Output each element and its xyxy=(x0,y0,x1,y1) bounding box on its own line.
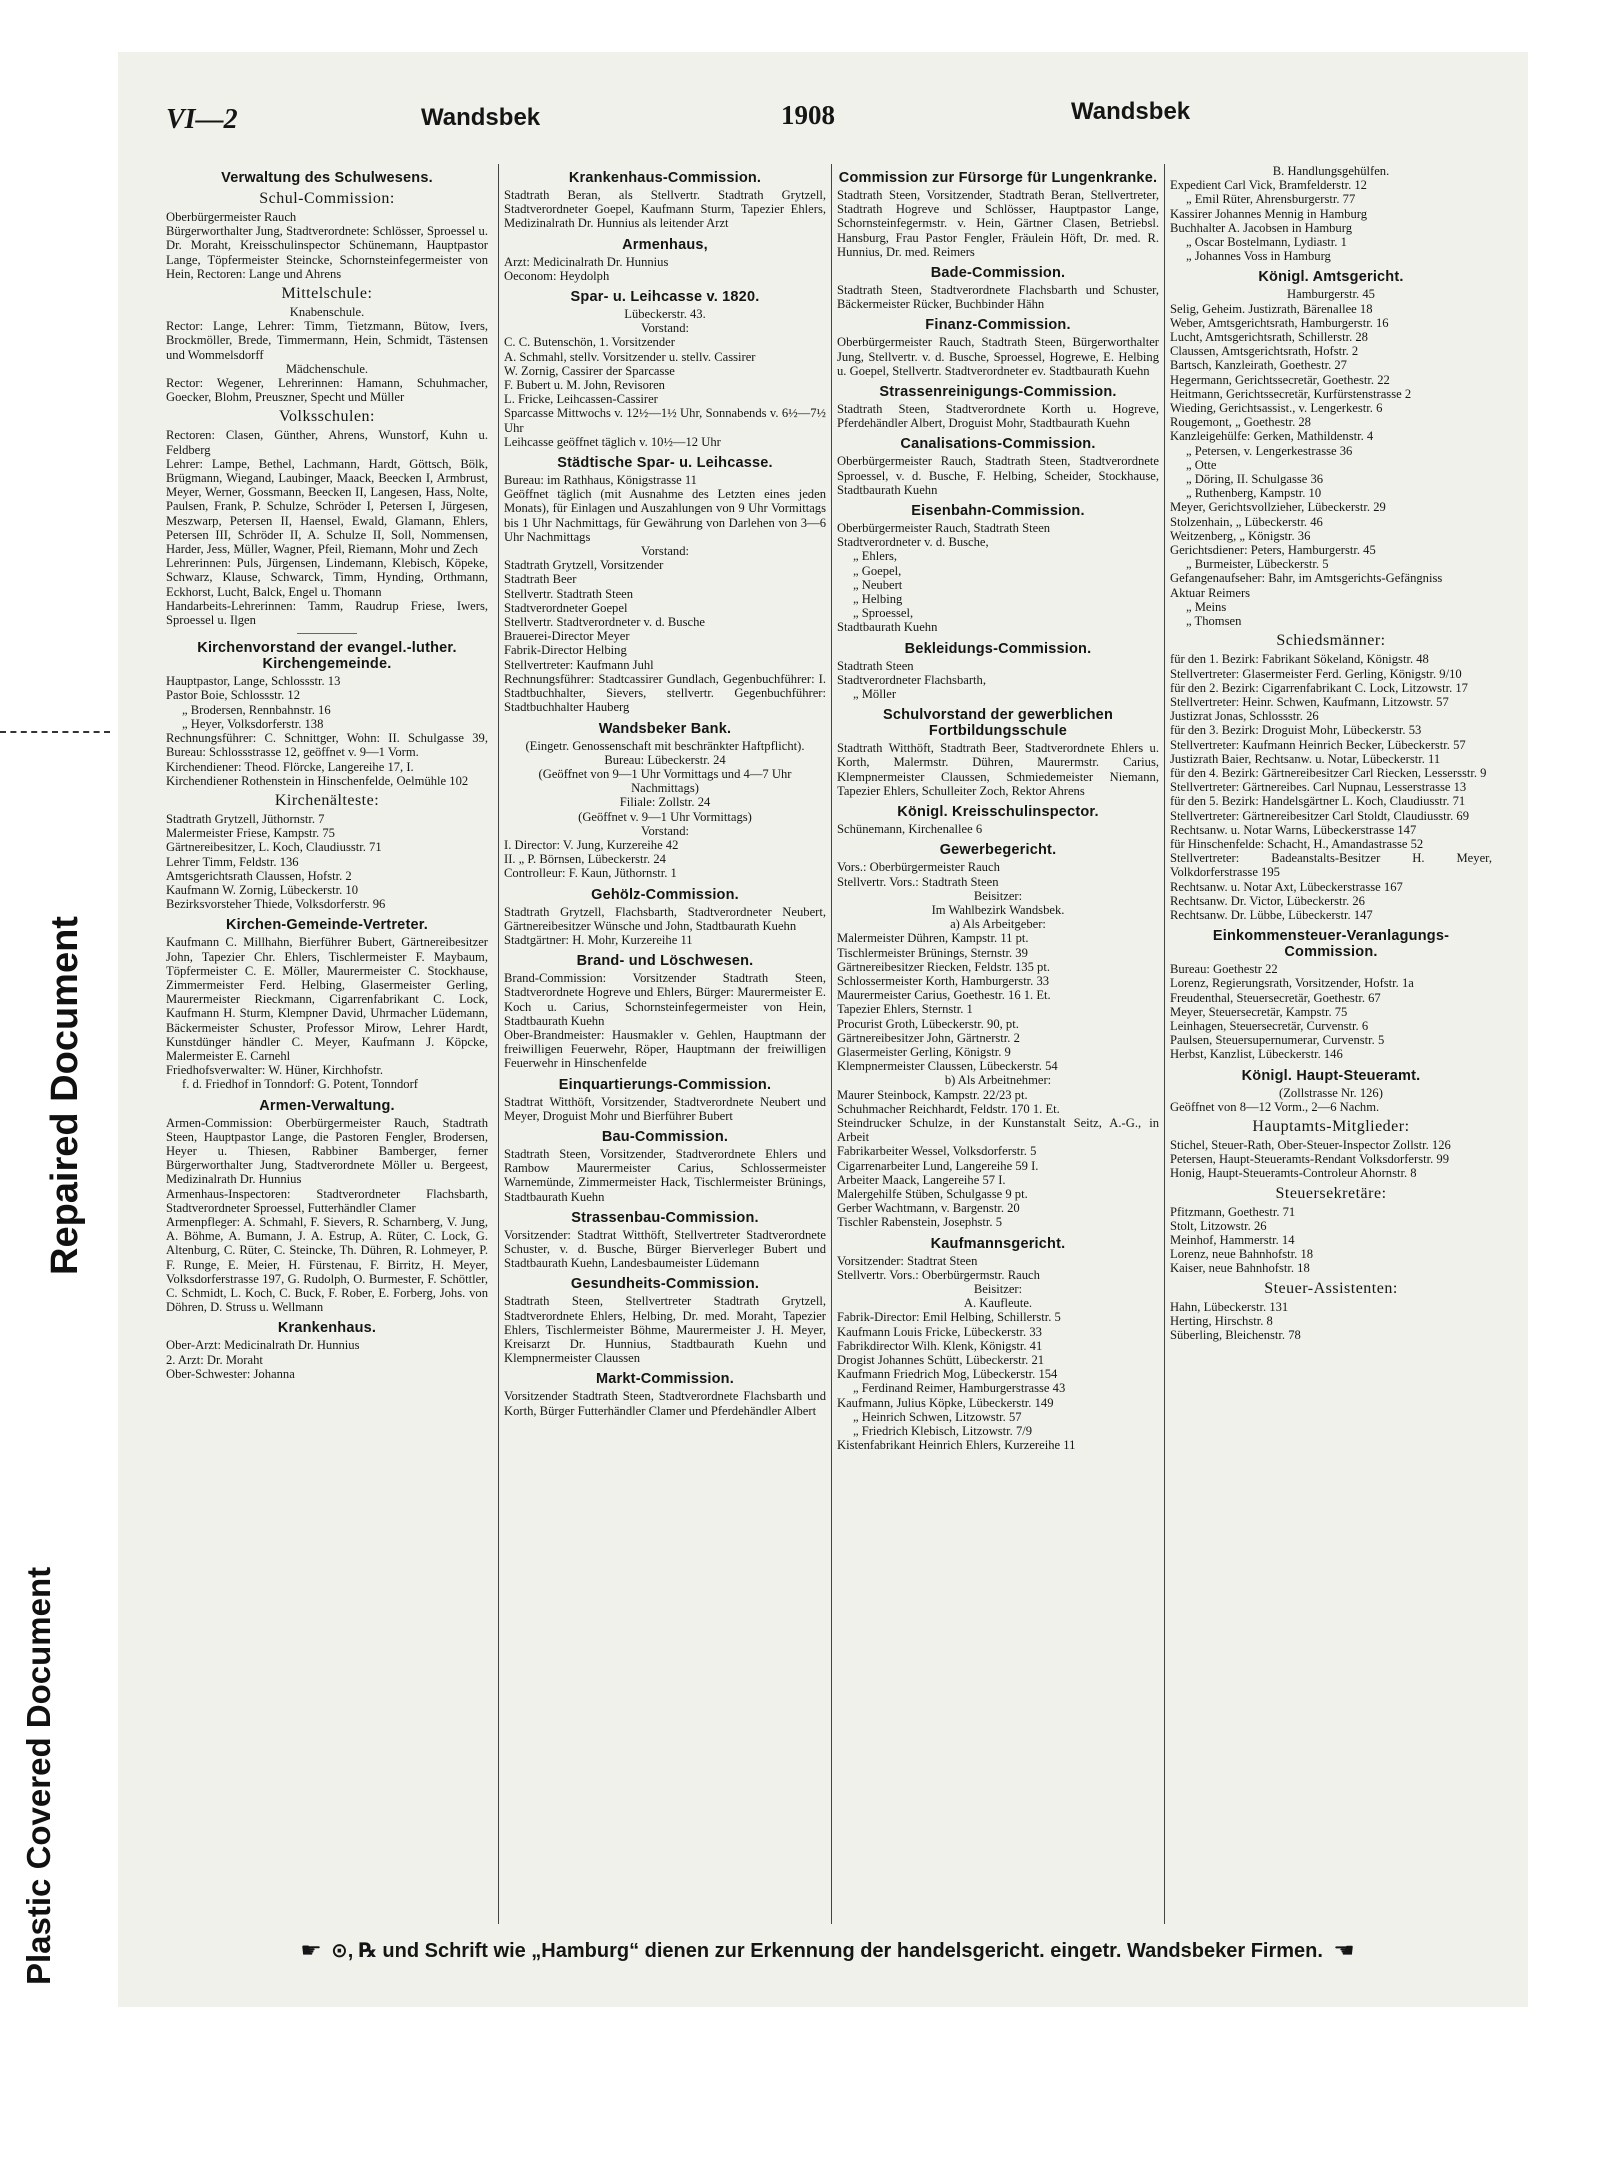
entry-text: I. Director: V. Jung, Kurzereihe 42 xyxy=(504,837,679,852)
subsection-heading: Steuersekretäre: xyxy=(1275,1184,1387,1202)
section-heading: Kirchenvorstand der evangel.-luther. Kirchengemeinde. xyxy=(197,640,457,673)
entry-text: C. C. Butenschön, 1. Vorsitzender xyxy=(504,335,675,350)
entry-text: Brauerei-Director Meyer xyxy=(504,629,630,644)
entry-text: Stolzenhain, „ Lübeckerstr. 46 xyxy=(1170,514,1323,529)
page-number: VI—2 xyxy=(166,104,238,135)
entry-text: Stellvertr. Vors.: Stadtrath Steen xyxy=(837,874,999,889)
directory-columns xyxy=(166,164,1492,1924)
entry-text: Lehrer: Lampe, Bethel, Lachmann, Hardt, Göttsch, Bölk, Brügmann, Wiegand, Laubinger, Maack, Beecken I, Armbrust, Meyer, Werner, Gossmann, Beecken II, Langesen, Hass, Nolte, Paulsen, Frank, P. Schulze, Schröder I, Petersen I, Jürgesen, Meszwarp, Petersen II, Haensel, Ewald, Glamann, Ehlers, Petersen III, Schröder II, A. Schulze II, Soll, Nommensen, Harder, Jess, Müller, Wagner, Pfeil, Riemann, Mohr und Zech xyxy=(166,456,488,557)
entry-text: Aktuar Reimers xyxy=(1170,585,1251,600)
entry-text: Maurermeister Carius, Goethestr. 16 1. Et. xyxy=(837,988,1051,1003)
entry-text: Oberbürgermeister Rauch, Stadtrath Steen, Stadtverordnete Sproessel, v. d. Busche, F. Helbing, Scheider, Stockhause, Stadtbaurath Kuehn xyxy=(837,454,1159,497)
entry-text: Vorsitzender Stadtrath Steen, Stadtverordnete Flachsbarth und Korth, Bürger Futterhändler Clamer und Pferdehändler Albert xyxy=(504,1389,826,1418)
section-heading: Gehölz-Commission. xyxy=(591,886,739,903)
entry-text: Rectoren: Clasen, Günther, Ahrens, Wunstorf, Kuhn u. Feldberg xyxy=(166,428,488,457)
footer-text: ⊙, ℞ und Schrift wie „Hamburg“ dienen zur Erkennung der handelsgericht. eingetr. Wandsbeker Firmen. xyxy=(331,1940,1323,1962)
section-heading: Armen-Verwaltung. xyxy=(259,1097,395,1114)
entry-text: Kaufmann W. Zornig, Lübeckerstr. 10 xyxy=(166,882,359,897)
entry-text: (Eingetr. Genossenschaft mit beschränkter Haftpflicht). xyxy=(525,738,805,753)
entry-text: Handarbeits-Lehrerinnen: Tamm, Raudrup Friese, Iwers, Sproessel u. Ilgen xyxy=(166,598,488,628)
entry-text: Hauptpastor, Lange, Schlossstr. 13 xyxy=(166,674,341,689)
entry-text: „ Thomsen xyxy=(1186,614,1242,629)
entry-text: Stellvertreter: Gärtnereibes. Carl Nupnau, Lesserstrasse 13 xyxy=(1170,780,1467,795)
entry-text: (Geöffnet v. 9—1 Uhr Vormittags) xyxy=(578,809,752,824)
entry-text: Controlleur: F. Kaun, Jüthornstr. 1 xyxy=(504,866,677,881)
entry-text: für den 2. Bezirk: Cigarrenfabrikant C. Lock, Litzowstr. 17 xyxy=(1170,680,1468,695)
section-heading: Wandsbeker Bank. xyxy=(598,720,732,737)
column-2 xyxy=(504,164,826,1924)
entry-text: Tischlermeister Brünings, Sternstr. 39 xyxy=(837,945,1028,960)
entry-text: Schlossermeister Korth, Hamburgerstr. 33 xyxy=(837,973,1050,988)
entry-text: Malergehilfe Stüben, Schulgasse 9 pt. xyxy=(837,1186,1028,1201)
section-heading: Bau-Commission. xyxy=(601,1128,729,1145)
entry-text: Lorenz, Regierungsrath, Vorsitzender, Hofstr. 1a xyxy=(1170,976,1414,991)
entry-text: Schünemann, Kirchenallee 6 xyxy=(837,822,983,837)
entry-text: Oeconom: Heydolph xyxy=(504,268,610,283)
section-heading: Finanz-Commission. xyxy=(925,317,1071,334)
entry-text: Oberbürgermeister Rauch, Stadtrath Steen, Bürgerworthalter Jung, Stellvertr. v. d. Busche, Sproessel, Hogrewe, E. Helbing u. Goepel, Stellvertr. Stadtverordneter ev. Stadtbaurath Kuehn xyxy=(837,335,1159,378)
entry-text: Gerichtsdiener: Peters, Hamburgerstr. 45 xyxy=(1170,543,1376,558)
section-heading: Gesundheits-Commission. xyxy=(570,1276,760,1293)
entry-text: „ Ruthenberg, Kampstr. 10 xyxy=(1186,486,1322,501)
entry-text: Stadtrath Witthöft, Stadtrath Beer, Stadtverordnete Ehlers u. Korth, Malermstr. Dühren, Maurermstr. Carius, Klempnermeister Claussen, Schmiedemeister Niemann, Tapezier Ehlers, Schulleiter Zoch, Rektor Ahrens xyxy=(837,741,1159,798)
entry-text: Freudenthal, Steuersecretär, Goethestr. 67 xyxy=(1170,990,1381,1005)
entry-text: „ Petersen, v. Lengerkestrasse 36 xyxy=(1186,443,1353,458)
entry-text: Stolt, Litzowstr. 26 xyxy=(1170,1218,1267,1233)
entry-text: „ Johannes Voss in Hamburg xyxy=(1186,249,1331,264)
entry-text: Malermeister Friese, Kampstr. 75 xyxy=(166,826,335,841)
entry-text: Weitzenberg, „ Königstr. 36 xyxy=(1170,528,1311,543)
entry-text: Meinhof, Hammerstr. 14 xyxy=(1170,1233,1295,1247)
pointing-hand-left-icon: ☛ xyxy=(299,1940,322,1962)
entry-text: Kirchendiener: Theod. Flörcke, Langereihe 17, I. xyxy=(166,759,414,774)
entry-text: Stadtrath Beer xyxy=(504,572,577,587)
entry-text: Fabrikarbeiter Wessel, Volksdorferstr. 5 xyxy=(837,1144,1037,1159)
entry-text: für den 1. Bezirk: Fabrikant Sökeland, Königstr. 48 xyxy=(1170,652,1429,667)
entry-text: Drogist Johannes Schütt, Lübeckerstr. 21 xyxy=(837,1353,1045,1367)
entry-text: Gefangenaufseher: Bahr, im Amtsgerichts-Gefängniss xyxy=(1170,571,1443,586)
entry-text: Stellvertreter: Kaufmann Heinrich Becker, Lübeckerstr. 57 xyxy=(1170,737,1466,752)
entry-text: Vorsitzender: Stadtrat Witthöft, Stellvertreter Stadtverordnete Schuster, v. d. Busche, Bürger Bierverleger Bubert und Stadtbaurath Kuehn, Landesbaumeister Lüdemann xyxy=(504,1227,826,1271)
entry-text: Rechtsanw. Dr. Lübbe, Lübeckerstr. 147 xyxy=(1170,907,1373,922)
section-heading: Königl. Kreisschulinspector. xyxy=(897,804,1099,821)
entry-text: Stadtrath Steen, Stellvertreter Stadtrath Grytzell, Stadtverordnete Ehlers, Helbing, Dr. med. Moraht, Tapezier Ehlers, Tischlermeister Böhme, Maurermeister J. H. Meyer, Kreisarzt Dr. Hunnius, Stadtbaurath Kuehn und Klempnermeister Claussen xyxy=(504,1294,826,1366)
column-3 xyxy=(837,164,1159,1924)
section-heading: Königl. Amtsgericht. xyxy=(1258,269,1404,286)
entry-text: Steindrucker Schulze, in der Kunstanstalt Seitz, A.-G., in Arbeit xyxy=(837,1115,1159,1145)
entry-text: Knabenschule. xyxy=(289,305,365,320)
entry-text: Mädchenschule. xyxy=(285,361,369,376)
subsection-heading: Hauptamts-Mitglieder: xyxy=(1252,1117,1410,1135)
entry-text: Kaufmann Louis Fricke, Lübeckerstr. 33 xyxy=(837,1324,1042,1339)
entry-text: Stadtverordneter v. d. Busche, xyxy=(837,535,989,550)
entry-text: Lorenz, neue Bahnhofstr. 18 xyxy=(1170,1247,1314,1262)
section-heading: Kaufmannsgericht. xyxy=(930,1235,1066,1252)
header-year: 1908 xyxy=(781,100,835,130)
scanned-page xyxy=(118,52,1528,2007)
entry-text: Procurist Groth, Lübeckerstr. 90, pt. xyxy=(837,1016,1019,1031)
entry-text: Geöffnet täglich (mit Ausnahme des Letzten eines jeden Monats), für Einlagen und Auszahlungen von 9 Uhr Vormittags bis 1 Uhr Nachmittags, für Gewährung von Darlehen von 3—6 Uhr Nachmittags xyxy=(504,487,826,544)
entry-text: b) Als Arbeitnehmer: xyxy=(944,1073,1052,1088)
entry-text: Maurer Steinbock, Kampstr. 22/23 pt. xyxy=(837,1087,1028,1102)
entry-text: Tapezier Ehlers, Sternstr. 1 xyxy=(837,1002,973,1017)
entry-text: Leihcasse geöffnet täglich v. 10½—12 Uhr xyxy=(504,434,721,449)
entry-text: „ Döring, II. Schulgasse 36 xyxy=(1186,472,1324,487)
entry-text: Stellvertr. Stadtrath Steen xyxy=(504,586,634,601)
entry-text: Vorstand: xyxy=(640,544,690,559)
entry-text: für den 3. Bezirk: Droguist Mohr, Lübeckerstr. 53 xyxy=(1170,723,1422,738)
page-footer xyxy=(166,1938,1488,1963)
entry-text: Armenhaus-Inspectoren: Stadtverordneter Flachsbarth, Stadtverordneter Sproessel, Futterhändler Clamer xyxy=(166,1186,488,1215)
entry-text: Gerber Wachtmann, v. Bargenstr. 20 xyxy=(837,1201,1020,1216)
entry-text: „ Ferdinand Reimer, Hamburgerstrasse 43 xyxy=(853,1381,1066,1396)
entry-text: Hahn, Lübeckerstr. 131 xyxy=(1170,1299,1289,1314)
entry-text: für Hinschenfelde: Schacht, H., Amandastrasse 52 xyxy=(1170,836,1424,851)
entry-text: Kaufmann C. Millhahn, Bierführer Bubert, Gärtnereibesitzer John, Tapezier Chr. Ehlers, Tischlermeister F. Maybaum, Töpfermeister C. E. Möller, Maurermeister C. Stockhause, Zimmermeister Ferd. Helbing, Glasermeister Gerling, Maurermeister Rieckmann, Cigarrenfabrikant C. Lock, Kaufmann H. Sturm, Klempner David, Uhrmacher Lüdemann, Bäckermeister Schuster, Professor Mirow, Lehrer Hardt, Kunstdünger händler C. Meyer, Kaufmann J. Köpcke, Malermeister E. Carnehl xyxy=(166,935,488,1063)
entry-text: II. „ P. Börnsen, Lübeckerstr. 24 xyxy=(504,852,666,867)
entry-text: Fabrikdirector Wilh. Klenk, Königstr. 41 xyxy=(837,1338,1043,1353)
entry-text: Kaufmann Friedrich Mog, Lübeckerstr. 154 xyxy=(837,1367,1058,1382)
entry-text: „ Meins xyxy=(1186,599,1227,614)
entry-text: Brand-Commission: Vorsitzender Stadtrath Steen, Stadtverordnete Hogreve und Ehlers, Bürger: Maurermeister E. Koch u. Carius, Schornsteinfegermeister von Hein, Stadtbaurath Kuehn xyxy=(504,971,826,1028)
entry-text: Kirchendiener Rothenstein in Hinschenfelde, Oelmühle 102 xyxy=(166,773,469,788)
entry-text: Stadtrath Steen, Stadtverordnete Flachsbarth und Schuster, Bäckermeister Rücker, Buchbinder Hähn xyxy=(837,283,1159,312)
entry-text: „ Neubert xyxy=(853,577,903,592)
entry-text: Süberling, Bleichenstr. 78 xyxy=(1170,1328,1301,1343)
entry-text: Fabrik-Director: Emil Helbing, Schillerstr. 5 xyxy=(837,1310,1061,1325)
section-heading: Verwaltung des Schulwesens. xyxy=(221,170,433,186)
entry-text: Arbeiter Maack, Langereihe 57 I. xyxy=(837,1172,1006,1187)
pointing-hand-right-icon: ☚ xyxy=(1332,1940,1355,1962)
entry-text: Heitmann, Gerichtssecretär, Kurfürstenstrasse 2 xyxy=(1170,386,1412,401)
subsection-heading: Schiedsmänner: xyxy=(1276,632,1386,650)
entry-text: Oberbürgermeister Rauch xyxy=(166,210,297,224)
entry-text: Amtsgerichtsrath Claussen, Hofstr. 2 xyxy=(166,868,352,883)
entry-text: Tischler Rabenstein, Josephstr. 5 xyxy=(837,1215,1002,1230)
entry-text: Rechtsanw. u. Notar Axt, Lübeckerstrasse 167 xyxy=(1170,879,1403,894)
section-divider xyxy=(297,633,357,634)
section-heading: Brand- und Löschwesen. xyxy=(576,953,754,970)
entry-text: Malermeister Dühren, Kampstr. 11 pt. xyxy=(837,931,1029,946)
entry-text: Oberbürgermeister Rauch, Stadtrath Steen xyxy=(837,521,1051,536)
section-heading: Bekleidungs-Commission. xyxy=(904,640,1092,657)
entry-text: Cigarrenarbeiter Lund, Langereihe 59 I. xyxy=(837,1158,1039,1173)
entry-text: „ Heyer, Volksdorferstr. 138 xyxy=(182,716,324,731)
entry-text: Herbst, Kanzlist, Lübeckerstr. 146 xyxy=(1170,1047,1343,1062)
entry-text: Stellvertr. Vors.: Oberbürgermstr. Rauch xyxy=(837,1267,1040,1282)
entry-text: Meyer, Gerichtsvollzieher, Lübeckerstr. 29 xyxy=(1170,500,1386,515)
column-4 xyxy=(1170,164,1492,1924)
subsection-heading: Kirchenälteste: xyxy=(274,791,380,809)
entry-text: a) Als Arbeitgeber: xyxy=(950,917,1046,932)
entry-text: Fabrik-Director Helbing xyxy=(504,643,627,658)
entry-text: Friedhofsverwalter: W. Hüner, Kirchhofstr. xyxy=(166,1063,384,1078)
plastic-covered-document-label: Plastic Covered Document xyxy=(20,1566,57,1985)
entry-text: Expedient Carl Vick, Bramfelderstr. 12 xyxy=(1170,178,1367,193)
section-heading: Spar- u. Leihcasse v. 1820. xyxy=(570,289,760,306)
entry-text: Sparcasse Mittwochs v. 12½—1½ Uhr, Sonnabends v. 6½—7½ Uhr xyxy=(504,406,826,435)
entry-text: Kaiser, neue Bahnhofstr. 18 xyxy=(1170,1261,1310,1276)
entry-text: „ Emil Rüter, Ahrensburgerstr. 77 xyxy=(1186,192,1356,207)
entry-text: Vorstand: xyxy=(640,823,690,838)
entry-text: „ Helbing xyxy=(853,592,903,607)
entry-text: Vorsitzender: Stadtrat Steen xyxy=(837,1253,978,1268)
entry-text: Vorstand: xyxy=(640,321,690,336)
entry-text: 2. Arzt: Dr. Moraht xyxy=(166,1352,263,1367)
section-heading: Einquartierungs-Commission. xyxy=(558,1076,772,1093)
entry-text: Stadtgärtner: H. Mohr, Kurzereihe 11 xyxy=(504,932,693,947)
entry-text: Gärtnereibesitzer Riecken, Feldstr. 135 pt. xyxy=(837,959,1050,974)
section-heading: Einkommensteuer-Veranlagungs-Commission. xyxy=(1212,928,1450,961)
column-1 xyxy=(166,164,488,1924)
entry-text: „ Otte xyxy=(1186,457,1217,472)
entry-text: Armen-Commission: Oberbürgermeister Rauch, Stadtrath Steen, Hauptpastor Lange, die Pastoren Fengler, Brodersen, Heyer u. Thiesen, Rabbiner Bamberger, ferner Bürgerworthalter Jung, Stadtverordnete Möller u. Bergeest, Medizinalrath Dr. Hunnius xyxy=(166,1115,488,1187)
entry-text: Hegermann, Gerichtssecretär, Goethestr. 22 xyxy=(1170,372,1390,387)
entry-text: Glasermeister Gerling, Königstr. 9 xyxy=(837,1044,1011,1059)
entry-text: Honig, Haupt-Steueramts-Controleur Ahornstr. 8 xyxy=(1170,1166,1417,1181)
entry-text: Pastor Boie, Schlossstr. 12 xyxy=(166,688,300,703)
entry-text: Stellvertreter: Heinr. Schwen, Kaufmann, Litzowstr. 57 xyxy=(1170,694,1449,709)
entry-text: „ Friedrich Klebisch, Litzowstr. 7/9 xyxy=(853,1424,1033,1439)
entry-text: Weber, Amtsgerichtsrath, Hamburgerstr. 16 xyxy=(1170,315,1389,330)
entry-text: Meyer, Steuersecretär, Kampstr. 75 xyxy=(1170,1004,1348,1019)
page-header xyxy=(166,94,1488,164)
entry-text: f. d. Friedhof in Tonndorf: G. Potent, Tonndorf xyxy=(182,1077,418,1092)
entry-text: „ Sproessel, xyxy=(853,606,914,621)
entry-text: Bezirksvorsteher Thiede, Volksdorferstr. 96 xyxy=(166,897,386,912)
section-heading: Commission zur Fürsorge für Lungenkranke. xyxy=(838,170,1158,186)
repaired-document-label: Repaired Document xyxy=(44,916,86,1275)
entry-text: Rector: Wegener, Lehrerinnen: Hamann, Schuhmacher, Goecker, Blohm, Preuszner, Specht und Müller xyxy=(166,376,488,405)
subsection-heading: Volksschulen: xyxy=(279,408,375,426)
entry-text: Stadtrath Beran, als Stellvertr. Stadtrath Grytzell, Stadtverordneter Goepel, Kaufmann Sturm, Tapezier Ehlers, Medizinalrath Dr. Hunnius als leitender Arzt xyxy=(504,188,826,231)
entry-text: Pfitzmann, Goethestr. 71 xyxy=(1170,1204,1296,1219)
entry-text: Justizrath Baier, Rechtsanw. u. Notar, Lübeckerstr. 11 xyxy=(1170,751,1441,766)
entry-text: L. Fricke, Leihcassen-Cassirer xyxy=(504,392,658,407)
entry-text: Schuhmacher Reichhardt, Feldstr. 170 1. Et. xyxy=(837,1101,1060,1116)
entry-text: Claussen, Amtsgerichtsrath, Hofstr. 2 xyxy=(1170,344,1359,359)
entry-text: (Geöffnet von 9—1 Uhr Vormittags und 4—7 Uhr Nachmittags) xyxy=(538,766,792,796)
entry-text: Stadtbaurath Kuehn xyxy=(837,620,938,635)
entry-text: Lucht, Amtsgerichtsrath, Schillerstr. 28 xyxy=(1170,330,1368,345)
header-place-left: Wandsbek xyxy=(421,104,541,131)
entry-text: Leinhagen, Steuersecretär, Curvenstr. 6 xyxy=(1170,1018,1369,1033)
entry-text: Rector: Lange, Lehrer: Timm, Tietzmann, Bütow, Ivers, Brockmöller, Brede, Timmermann, Hein, Schmidt, Tästensen und Wommelsdorff xyxy=(166,319,488,362)
entry-text: „ Burmeister, Lübeckerstr. 5 xyxy=(1186,557,1329,572)
dashed-separator xyxy=(0,731,110,733)
entry-text: Lehrer Timm, Feldstr. 136 xyxy=(166,854,299,869)
section-heading: Armenhaus, xyxy=(622,236,708,253)
entry-text: Gärtnereibesitzer, L. Koch, Claudiusstr. 71 xyxy=(166,840,382,855)
entry-text: Buchhalter A. Jacobsen in Hamburg xyxy=(1170,220,1352,235)
entry-text: Lehrerinnen: Puls, Jürgensen, Lindemann, Klebisch, Köpeke, Schwarz, Klause, Schwarck, Timm, Hynding, Orthmann, Eckhorst, Lucht, Balck, Engel u. Thomann xyxy=(166,556,488,599)
entry-text: Stadtverordneter Flachsbarth, xyxy=(837,672,986,687)
entry-text: Stadtrath Steen, Stadtverordnete Korth u. Hogreve, Pferdehändler Albert, Droguist Mohr, Stadtbaurath Kuehn xyxy=(837,402,1159,431)
entry-text: Rougemont, „ Goethestr. 28 xyxy=(1170,415,1311,430)
entry-text: A. Kaufleute. xyxy=(963,1296,1033,1311)
entry-text: Stadtrath Steen xyxy=(837,658,914,673)
section-heading: Städtische Spar- u. Leihcasse. xyxy=(557,455,773,472)
entry-text: Stadtrath Grytzell, Flachsbarth, Stadtverordneter Neubert, Gärtnereibesitzer Wünsche und John, Stadtbaurath Kuehn xyxy=(504,904,826,933)
entry-text: Stellvertreter: Glasermeister Ferd. Gerling, Königstr. 9/10 xyxy=(1170,666,1462,681)
entry-text: Filiale: Zollstr. 24 xyxy=(619,795,711,810)
entry-text: „ Oscar Bostelmann, Lydiastr. 1 xyxy=(1186,235,1347,250)
section-heading: Strassenreinigungs-Commission. xyxy=(879,384,1117,401)
entry-text: Stichel, Steuer-Rath, Ober-Steuer-Inspector Zollstr. 126 xyxy=(1170,1137,1451,1152)
entry-text: „ Ehlers, xyxy=(853,549,898,564)
entry-text: Arzt: Medicinalrath Dr. Hunnius xyxy=(504,254,669,269)
section-heading: Krankenhaus. xyxy=(277,1320,377,1337)
entry-text: Stadtrath Steen, Vorsitzender, Stadtrath Beran, Stellvertreter, Stadtrath Hogreve und Schlösser, Hauptpastor Lange, Schornsteinfegermstr. v. Hein, Gärtner Clasen, Betriebsl. Hansburg, Frau Pastor Fengler, Fräulein Höft, Dr. med. R. Hunnius, Dr. med. Reimers xyxy=(837,188,1159,259)
entry-text: „ Goepel, xyxy=(853,563,902,578)
entry-text: Bürgerworthalter Jung, Stadtverordnete: Schlösser, Sproessel u. Dr. Moraht, Kreisschulinspector Schünemann, Hauptpastor Lange, Töpfermeister Steincke, Schornsteinfegermeister von Hein, Rectoren: Lange und Ahrens xyxy=(166,224,488,281)
entry-text: Vors.: Oberbürgermeister Rauch xyxy=(837,860,1000,875)
entry-text: A. Schmahl, stellv. Vorsitzender u. stellv. Cassirer xyxy=(504,349,756,364)
entry-text: Bartsch, Kanzleirath, Goethestr. 27 xyxy=(1170,358,1347,373)
entry-text: Justizrat Jonas, Schlossstr. 26 xyxy=(1170,709,1319,724)
section-heading: Krankenhaus-Commission. xyxy=(568,170,762,186)
entry-text: Stadtrat Witthöft, Vorsitzender, Stadtverordnete Neubert und Meyer, Droguist Mohr und Bierführer Bubert xyxy=(504,1094,826,1123)
entry-text: Stadtrath Steen, Vorsitzender, Stadtverordnete Ehlers und Rambow Maurermeister Carius, Schlossermeister Warnemünde, Zimmermeister Hack, Tischlermeister Brünings, Stadtbaurath Kuehn xyxy=(504,1146,826,1204)
section-heading: Schulvorstand der gewerblichen Fortbildungsschule xyxy=(883,707,1113,740)
entry-text: W. Zornig, Cassirer der Sparcasse xyxy=(504,363,675,378)
entry-text: Kassirer Johannes Mennig in Hamburg xyxy=(1170,206,1368,221)
entry-text: „ Heinrich Schwen, Litzowstr. 57 xyxy=(853,1409,1022,1424)
entry-text: Stadtrath Grytzell, Vorsitzender xyxy=(504,558,664,573)
entry-text: F. Bubert u. M. John, Revisoren xyxy=(504,378,665,393)
entry-text: Selig, Geheim. Justizrath, Bärenallee 18 xyxy=(1170,301,1373,316)
section-heading: Kirchen-Gemeinde-Vertreter. xyxy=(225,917,429,934)
entry-text: Herting, Hirschstr. 8 xyxy=(1170,1313,1273,1328)
entry-text: Rechtsanw. Dr. Victor, Lübeckerstr. 26 xyxy=(1170,893,1365,908)
section-heading: Eisenbahn-Commission. xyxy=(911,503,1085,520)
entry-text: Gärtnereibesitzer John, Gärtnerstr. 2 xyxy=(837,1030,1020,1045)
entry-text: Ober-Brandmeister: Hausmakler v. Gehlen, Hauptmann der freiwilligen Feuerwehr, Röper, Hauptmann der freiwilligen Feuerwehr in Hinschenfelde xyxy=(504,1027,826,1071)
entry-text: Wieding, Gerichtsassist., v. Lengerkestr. 6 xyxy=(1170,401,1383,416)
entry-text: Kaufmann, Julius Köpke, Lübeckerstr. 149 xyxy=(837,1395,1054,1410)
section-heading: Gewerbegericht. xyxy=(939,842,1057,859)
entry-text: Paulsen, Steuersupernumerar, Curvenstr. 5 xyxy=(1170,1033,1385,1048)
subsection-heading: Steuer-Assistenten: xyxy=(1264,1279,1398,1297)
entry-text: Im Wahlbezirk Wandsbek. xyxy=(931,902,1065,917)
entry-text: Klempnermeister Claussen, Lübeckerstr. 54 xyxy=(837,1059,1058,1074)
entry-text: Rechnungsführer: Stadtcassirer Gundlach, Gegenbuchführer: I. Stadtbuchhalter, Sievers, stellvertr. Gegenbuchführer: Stadtbuchhalter Hauberg xyxy=(504,671,826,715)
subsection-heading: Schul-Commission: xyxy=(259,190,395,207)
entry-text: „ Brodersen, Rennbahnstr. 16 xyxy=(182,702,331,717)
entry-text: Stellvertreter: Gärtnereibesitzer Carl Stoldt, Claudiusstr. 69 xyxy=(1170,808,1470,823)
entry-text: Petersen, Haupt-Steueramts-Rendant Volksdorferstr. 99 xyxy=(1170,1152,1449,1167)
entry-text: für den 4. Bezirk: Gärtnereibesitzer Carl Riecken, Lessersstr. 9 xyxy=(1170,765,1487,780)
section-heading: Markt-Commission. xyxy=(596,1371,734,1388)
entry-text: Armenpfleger: A. Schmahl, F. Sievers, R. Scharnberg, V. Jung, A. Böhme, A. Bumann, J. A. Estrup, A. Rüter, C. Lock, G. Altenburg, C. Rüter, C. Steincke, Th. Dühren, R. Lohmeyer, P. F. Runge, E. Meier, H. Fürstenau, F. Birritz, H. Meyer, Volksdorferstrasse 197, G. Rudolph, O. Burmester, F. Schöttler, C. Schmidt, L. Koch, C. Buck, F. Rober, E. Forberg, Johs. von Döhren, D. Struss u. Wellmann xyxy=(166,1214,488,1315)
entry-text: Rechtsanw. u. Notar Warns, Lübeckerstrasse 147 xyxy=(1170,822,1417,837)
entry-text: Geöffnet von 8—12 Vorm., 2—6 Nachm. xyxy=(1170,1099,1380,1114)
entry-text: „ Möller xyxy=(853,687,897,702)
entry-text: Hamburgerstr. 45 xyxy=(1287,287,1375,302)
subsection-heading: Mittelschule: xyxy=(281,285,373,303)
entry-text: Rechnungsführer: C. Schnittger, Wohn: II. Schulgasse 39, Bureau: Schlossstrasse 12, geöffnet v. 9—1 Vorm. xyxy=(166,731,488,760)
entry-text: Beisitzer: xyxy=(973,888,1023,903)
page-content xyxy=(166,94,1492,1974)
section-heading: Bade-Commission. xyxy=(930,265,1066,282)
entry-text: Stadtverordneter Goepel xyxy=(504,600,628,615)
entry-text: Ober-Arzt: Medicinalrath Dr. Hunnius xyxy=(166,1338,360,1353)
entry-text: Kanzleigehülfe: Gerken, Mathildenstr. 4 xyxy=(1170,429,1374,444)
entry-text: (Zollstrasse Nr. 126) xyxy=(1279,1085,1383,1100)
section-heading: Strassenbau-Commission. xyxy=(571,1209,759,1226)
entry-text: Stellvertreter: Badeanstalts-Besitzer H. Meyer, Volkdorferstrasse 195 xyxy=(1170,851,1492,880)
entry-text: Stellvertreter: Kaufmann Juhl xyxy=(504,657,654,672)
entry-text: B. Handlungsgehülfen. xyxy=(1272,164,1390,178)
entry-text: für den 5. Bezirk: Handelsgärtner L. Koch, Claudiusstr. 71 xyxy=(1170,794,1466,809)
entry-text: Lübeckerstr. 43. xyxy=(624,307,706,322)
entry-text: Bureau: Lübeckerstr. 24 xyxy=(604,752,726,767)
section-heading: Königl. Haupt-Steueramt. xyxy=(1241,1067,1421,1084)
entry-text: Beisitzer: xyxy=(973,1281,1023,1296)
entry-text: Kistenfabrikant Heinrich Ehlers, Kurzereihe 11 xyxy=(837,1438,1076,1453)
entry-text: Stadtrath Grytzell, Jüthornstr. 7 xyxy=(166,811,325,826)
header-place-right: Wandsbek xyxy=(1071,98,1191,125)
entry-text: Bureau: Goethestr 22 xyxy=(1170,962,1278,977)
entry-text: Stellvertr. Stadtverordneter v. d. Busche xyxy=(504,615,705,630)
section-heading: Canalisations-Commission. xyxy=(900,436,1096,453)
entry-text: Bureau: im Rathhaus, Königstrasse 11 xyxy=(504,473,697,488)
entry-text: Ober-Schwester: Johanna xyxy=(166,1366,295,1381)
